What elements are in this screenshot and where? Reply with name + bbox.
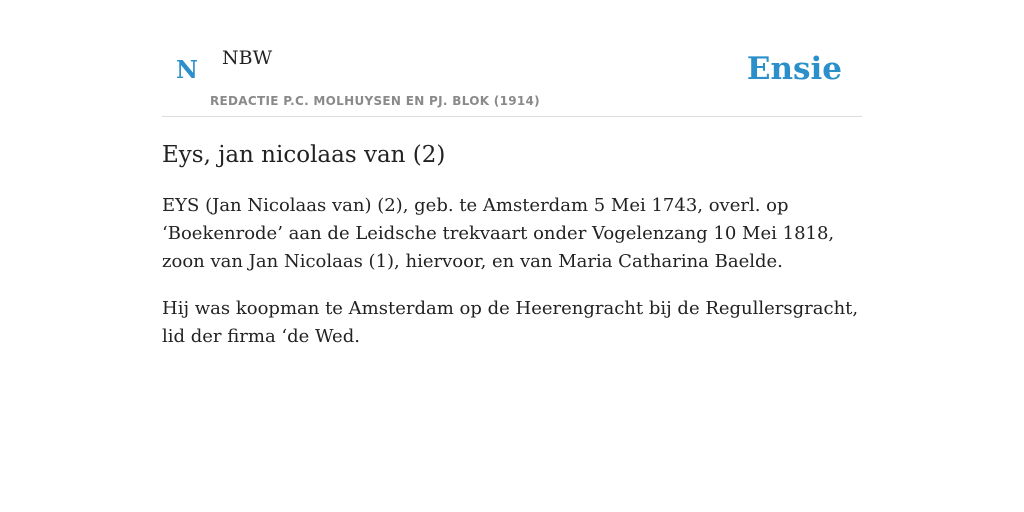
source-header (162, 0, 862, 117)
brand-logo-link[interactable]: Ensie (746, 51, 842, 87)
article-paragraph: EYS (Jan Nicolaas van) (2), geb. te Amsterdam 5 Mei 1743, overl. op ‘Boekenrode’ aan de Leidsche trekvaart onder Vogelenzang 10 Mei 1818, zoon van Jan Nicolaas (1), hiervoor, en van Maria Catharina Baelde. (162, 195, 835, 272)
article-paragraph: Hij was koopman te Amsterdam op de Heerengracht bij de Regullersgracht, lid der firma ‘de Wed. (162, 298, 859, 347)
article-body (162, 192, 862, 370)
source-abbreviation[interactable]: NBW (222, 47, 273, 69)
article-title: Eys, jan nicolaas van (2) (162, 142, 446, 168)
source-logo: N (176, 55, 198, 84)
source-editors: REDACTIE P.C. MOLHUYSEN EN PJ. BLOK (1914) (210, 94, 540, 108)
